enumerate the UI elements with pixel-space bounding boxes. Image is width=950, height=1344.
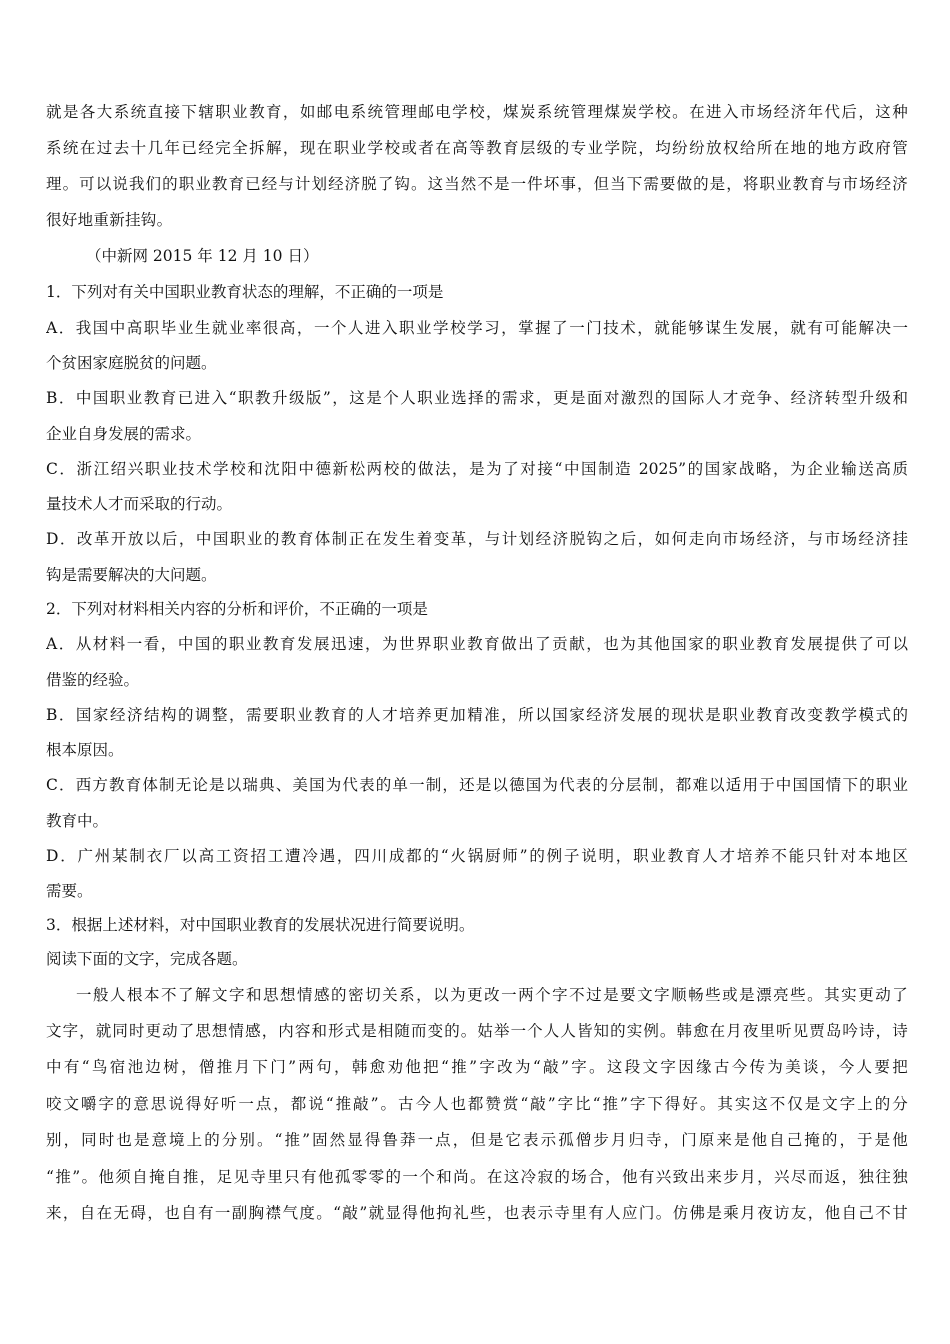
passage-line: 很好地重新挂钩。 xyxy=(46,211,173,229)
question-2-stem: 2．下列对材料相关内容的分析和评价，不正确的一项是 xyxy=(46,600,428,618)
essay-line: 中有“鸟宿池边树，僧推月下门”两句，韩愈劝他把“推”字改为“敲”字。这段文字因缘古今传为美谈，今人要把 xyxy=(46,1058,908,1076)
essay-line: 一般人根本不了解文字和思想情感的密切关系，以为更改一两个字不过是要文字顺畅些或是漂亮些。其实更动了 xyxy=(76,986,908,1004)
q2-option-b: B．国家经济结构的调整，需要职业教育的人才培养更加精准，所以国家经济发展的现状是职业教育改变教学模式的 xyxy=(46,706,908,724)
q2-option-d: D．广州某制衣厂以高工资招工遭冷遇，四川成都的“火锅厨师”的例子说明，职业教育人才培养不能只针对本地区 xyxy=(46,847,908,865)
q1-option-b-cont: 企业自身发展的需求。 xyxy=(46,425,202,443)
question-1-stem: 1．下列对有关中国职业教育状态的理解，不正确的一项是 xyxy=(46,283,444,301)
q1-option-c: C．浙江绍兴职业技术学校和沈阳中德新松两校的做法，是为了对接“中国制造 2025”的国家战略，为企业输送高质 xyxy=(46,460,908,478)
essay-line: “推”。他须自掩自推，足见寺里只有他孤零零的一个和尚。在这冷寂的场合，他有兴致出来步月，兴尽而返，独往独 xyxy=(46,1168,908,1186)
q1-option-c-cont: 量技术人才而采取的行动。 xyxy=(46,495,233,513)
passage-line: 就是各大系统直接下辖职业教育，如邮电系统管理邮电学校，煤炭系统管理煤炭学校。在进入市场经济年代后，这种 xyxy=(46,103,908,121)
q2-option-a-cont: 借鉴的经验。 xyxy=(46,671,140,689)
passage-line: 系统在过去十几年已经完全拆解，现在职业学校或者在高等教育层级的专业学院，均纷纷放权给所在地的地方政府管 xyxy=(46,139,908,157)
source-citation: （中新网 2015 年 12 月 10 日） xyxy=(86,247,319,265)
essay-line: 咬文嚼字的意思说得好听一点，都说“推敲”。古今人也都赞赏“敲”字比“推”字下得好。其实这不仅是文字上的分 xyxy=(46,1095,908,1113)
essay-line: 来，自在无碍，也自有一副胸襟气度。“敲”就显得他拘礼些，也表示寺里有人应门。仿佛是乘月夜访友，他自己不甘 xyxy=(46,1204,908,1222)
q1-option-a-cont: 个贫困家庭脱贫的问题。 xyxy=(46,354,217,372)
q2-option-b-cont: 根本原因。 xyxy=(46,741,124,759)
q1-option-d-cont: 钩是需要解决的大问题。 xyxy=(46,566,217,584)
passage-line: 理。可以说我们的职业教育已经与计划经济脱了钩。这当然不是一件坏事，但当下需要做的是，将职业教育与市场经济 xyxy=(46,175,908,193)
q1-option-d: D．改革开放以后，中国职业的教育体制正在发生着变革，与计划经济脱钩之后，如何走向市场经济，与市场经济挂 xyxy=(46,530,908,548)
reading-instruction: 阅读下面的文字，完成各题。 xyxy=(46,950,248,968)
q1-option-a: A．我国中高职毕业生就业率很高，一个人进入职业学校学习，掌握了一门技术，就能够谋生发展，就有可能解决一 xyxy=(46,319,908,337)
essay-line: 别，同时也是意境上的分别。“推”固然显得鲁莽一点，但是它表示孤僧步月归寺，门原来是他自己掩的，于是他 xyxy=(46,1131,908,1149)
question-3-stem: 3．根据上述材料，对中国职业教育的发展状况进行简要说明。 xyxy=(46,916,475,934)
q2-option-c-cont: 教育中。 xyxy=(46,812,109,830)
q2-option-c: C．西方教育体制无论是以瑞典、美国为代表的单一制，还是以德国为代表的分层制，都难以适用于中国国情下的职业 xyxy=(46,776,908,794)
q2-option-d-cont: 需要。 xyxy=(46,882,93,900)
essay-line: 文字，就同时更动了思想情感，内容和形式是相随而变的。姑举一个人人皆知的实例。韩愈在月夜里听见贾岛吟诗，诗 xyxy=(46,1022,908,1040)
q2-option-a: A．从材料一看，中国的职业教育发展迅速，为世界职业教育做出了贡献，也为其他国家的职业教育发展提供了可以 xyxy=(46,635,908,653)
q1-option-b: B．中国职业教育已进入“职教升级版”，这是个人职业选择的需求，更是面对激烈的国际人才竞争、经济转型升级和 xyxy=(46,389,908,407)
